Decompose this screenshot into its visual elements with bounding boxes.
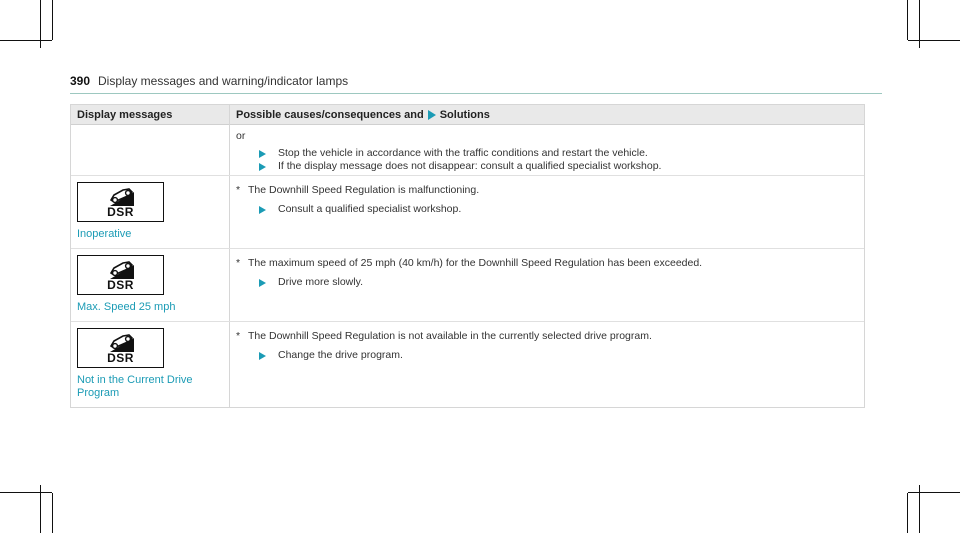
play-triangle-icon [259,279,266,287]
crop-mark [52,493,53,533]
table-header [71,105,864,125]
play-triangle-icon [259,163,266,171]
crop-mark [52,0,53,40]
table-row [71,176,864,249]
play-triangle-icon [428,110,436,120]
column-header-display-messages: Display messages [77,109,173,121]
car-on-downhill-slope-icon [108,331,136,353]
status-message: Max. Speed 25 mph [77,301,176,313]
solution-step [259,349,403,362]
table-row [71,322,864,407]
solution-step [259,147,648,160]
car-on-downhill-slope-icon [108,258,136,280]
solution-step-text: If the display message does not disappear: consult a qualified specialist workshop. [278,160,662,172]
column-header-causes-label: Possible causes/consequences and [236,109,424,121]
crop-mark [908,40,960,41]
dsr-label: DSR [107,278,134,292]
cause-text: * The maximum speed of 25 mph (40 km/h) for the Downhill Speed Regulation has been exceeded. [236,257,703,269]
solution-step-text: Stop the vehicle in accordance with the traffic conditions and restart the vehicle. [278,147,648,159]
solution-step [259,203,461,216]
table-row [71,249,864,322]
cause-text: * The Downhill Speed Regulation is malfunctioning. [236,184,480,196]
solution-step [259,276,363,289]
table-row [71,125,864,176]
solution-step [259,160,661,173]
play-triangle-icon [259,206,266,214]
status-message: Not in the Current Drive Program [77,374,193,399]
column-header-solutions-label: Solutions [439,109,490,121]
crop-mark [0,492,52,493]
solution-step-text: Drive more slowly. [278,276,363,288]
crop-mark [907,493,908,533]
page-title: Display messages and warning/indicator lamps [98,74,349,88]
display-messages-table [70,104,865,408]
crop-mark [0,40,52,41]
column-header-causes-solutions [236,109,490,121]
solution-step-text: Consult a qualified specialist workshop. [278,203,462,215]
dsr-label: DSR [107,205,134,219]
play-triangle-icon [259,352,266,360]
dsr-warning-lamp [77,328,164,368]
crop-mark [908,492,960,493]
car-on-downhill-slope-icon [108,185,136,207]
play-triangle-icon [259,150,266,158]
dsr-warning-lamp [77,182,164,222]
or-text: or [236,130,246,142]
page-header [70,74,882,94]
dsr-warning-lamp [77,255,164,295]
solution-step-text: Change the drive program. [278,349,403,361]
status-message: Inoperative [77,228,132,240]
cause-text: * The Downhill Speed Regulation is not available in the currently selected drive program. [236,330,652,342]
page-number: 390 [70,74,91,88]
dsr-label: DSR [107,351,134,365]
crop-mark [907,0,908,40]
